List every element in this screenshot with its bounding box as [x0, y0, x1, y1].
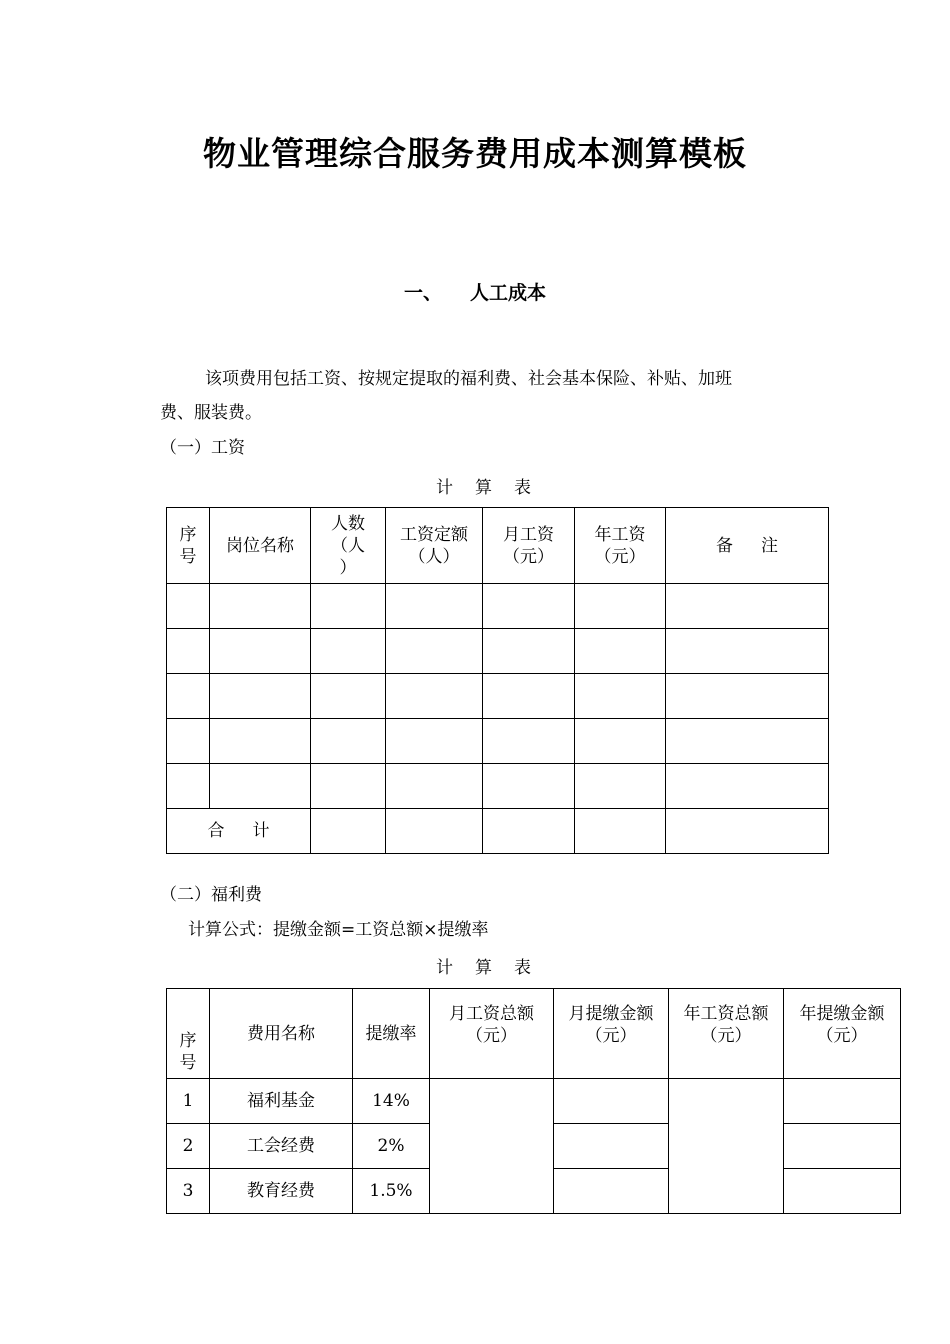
header-monthly-total: 月工资总额 （元） [430, 989, 554, 1079]
table-cell[interactable] [167, 674, 210, 719]
table-cell[interactable] [210, 764, 311, 809]
table-row [167, 674, 829, 719]
table-cell[interactable] [575, 584, 666, 629]
table-title-char: 算 [475, 478, 492, 498]
header-headcount: 人数 （人 ） [311, 508, 386, 584]
header-seq: 序 号 [167, 989, 210, 1079]
row-seq: 1 [167, 1079, 210, 1124]
table-title-char: 计 [436, 958, 453, 978]
table-cell[interactable] [575, 809, 666, 854]
row-fee-name: 工会经费 [210, 1124, 353, 1169]
row-seq: 3 [167, 1169, 210, 1214]
table-cell[interactable] [666, 674, 829, 719]
table-row [167, 1079, 901, 1124]
row-rate: 2% [353, 1124, 430, 1169]
table-row [167, 764, 829, 809]
table-title-char: 算 [475, 958, 492, 978]
header-annual-wage: 年工资 （元） [575, 508, 666, 584]
table-cell[interactable] [210, 584, 311, 629]
table-cell[interactable] [386, 584, 483, 629]
row-rate: 1.5% [353, 1169, 430, 1214]
header-wage-quota: 工资定额 （人） [386, 508, 483, 584]
table-cell[interactable] [167, 764, 210, 809]
table-cell[interactable] [666, 629, 829, 674]
table-cell[interactable] [483, 629, 575, 674]
table-header-row [167, 989, 901, 1079]
table-cell[interactable] [784, 1079, 901, 1124]
table-row [167, 584, 829, 629]
header-rate: 提缴率 [353, 989, 430, 1079]
table-cell[interactable] [666, 584, 829, 629]
section-heading [404, 278, 546, 305]
table-header-row [167, 508, 829, 584]
welfare-table [166, 988, 901, 1214]
welfare-heading: （二）福利费 [160, 885, 262, 905]
header-remarks: 备 注 [666, 508, 829, 584]
table-cell[interactable] [311, 629, 386, 674]
table-title-char: 表 [514, 958, 531, 978]
table-cell[interactable] [784, 1124, 901, 1169]
table-cell[interactable] [575, 674, 666, 719]
welfare-table-title [436, 953, 553, 978]
wages-table-title [436, 473, 553, 498]
table-title-char: 表 [514, 478, 531, 498]
row-rate: 14% [353, 1079, 430, 1124]
table-cell[interactable] [575, 764, 666, 809]
header-seq: 序 号 [167, 508, 210, 584]
table-cell[interactable] [311, 719, 386, 764]
table-cell[interactable] [483, 764, 575, 809]
table-cell[interactable] [554, 1124, 669, 1169]
table-cell[interactable] [167, 629, 210, 674]
table-cell[interactable] [669, 1079, 784, 1214]
table-cell[interactable] [210, 629, 311, 674]
table-cell[interactable] [483, 584, 575, 629]
table-cell[interactable] [311, 584, 386, 629]
document-title: 物业管理综合服务费用成本测算模板 [203, 134, 747, 173]
section-label: 人工成本 [470, 282, 547, 304]
header-monthly-wage: 月工资 （元） [483, 508, 575, 584]
table-cell[interactable] [784, 1169, 901, 1214]
row-fee-name: 福利基金 [210, 1079, 353, 1124]
intro-line-2: 费、服装费。 [160, 403, 262, 423]
table-cell[interactable] [483, 719, 575, 764]
table-cell[interactable] [386, 809, 483, 854]
header-annual-total: 年工资总额 （元） [669, 989, 784, 1079]
table-cell[interactable] [386, 719, 483, 764]
table-title-char: 计 [436, 478, 453, 498]
table-cell[interactable] [483, 674, 575, 719]
table-row [167, 719, 829, 764]
table-cell[interactable] [311, 809, 386, 854]
intro-line-1: 该项费用包括工资、按规定提取的福利费、社会基本保险、补贴、加班 [205, 369, 732, 389]
table-cell[interactable] [554, 1079, 669, 1124]
header-annual-contribution: 年提缴金额 （元） [784, 989, 901, 1079]
wages-table [166, 507, 829, 854]
section-number: 一、 [404, 282, 443, 304]
header-position: 岗位名称 [210, 508, 311, 584]
table-cell[interactable] [575, 719, 666, 764]
table-cell[interactable] [210, 674, 311, 719]
header-monthly-contribution: 月提缴金额 （元） [554, 989, 669, 1079]
total-row [167, 809, 829, 854]
table-cell[interactable] [666, 809, 829, 854]
table-cell[interactable] [554, 1169, 669, 1214]
table-cell[interactable] [210, 719, 311, 764]
table-cell[interactable] [483, 809, 575, 854]
table-cell[interactable] [311, 674, 386, 719]
table-cell[interactable] [386, 764, 483, 809]
table-cell[interactable] [666, 719, 829, 764]
table-cell[interactable] [666, 764, 829, 809]
table-cell[interactable] [167, 719, 210, 764]
total-label: 合 计 [167, 809, 311, 854]
table-cell[interactable] [386, 674, 483, 719]
table-cell[interactable] [430, 1079, 554, 1214]
table-cell[interactable] [386, 629, 483, 674]
table-cell[interactable] [167, 584, 210, 629]
table-cell[interactable] [575, 629, 666, 674]
row-seq: 2 [167, 1124, 210, 1169]
welfare-formula: 计算公式：提缴金额=工资总额×提缴率 [188, 920, 489, 940]
wages-heading: （一）工资 [160, 438, 245, 458]
header-fee-name: 费用名称 [210, 989, 353, 1079]
row-fee-name: 教育经费 [210, 1169, 353, 1214]
table-cell[interactable] [311, 764, 386, 809]
table-row [167, 629, 829, 674]
